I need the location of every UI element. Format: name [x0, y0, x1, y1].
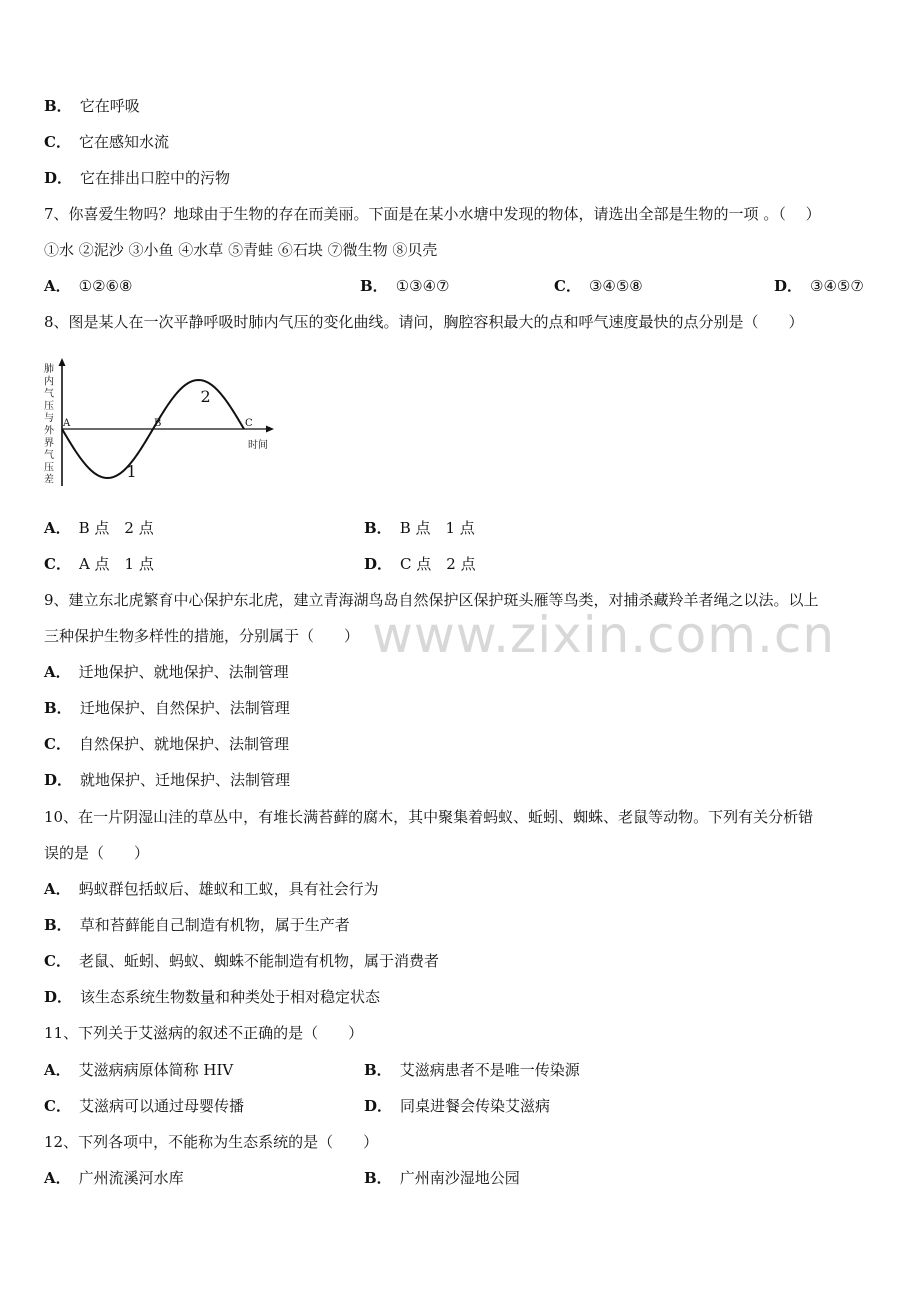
q12-option-b	[364, 1168, 520, 1188]
option-letter: A．	[44, 1169, 71, 1187]
option-text: 蚂蚁群包括蚁后、雄蚁和工蚁，具有社会行为	[78, 880, 379, 898]
x-axis-arrow	[266, 426, 274, 433]
q8-stem: 8、图是某人在一次平静呼吸时肺内气压的变化曲线。请问，胸腔容积最大的点和呼气速度最快的点分别是（ ）	[44, 313, 804, 331]
option-text: 广州南沙湿地公园	[399, 1169, 520, 1187]
q11-option-c	[44, 1096, 244, 1116]
option-text: ①②⑥⑧	[78, 277, 133, 295]
option-letter: D．	[44, 169, 73, 187]
q7-option-a	[44, 276, 132, 296]
q10-option-b	[44, 915, 350, 935]
y-axis-label-char: 内	[44, 376, 54, 388]
q9-option-c	[44, 734, 289, 754]
y-axis-label-char: 界	[44, 437, 54, 449]
option-letter: A．	[44, 277, 71, 295]
point-label-B: B	[154, 418, 162, 429]
option-letter: C．	[44, 952, 71, 970]
q10-stem-line2: 误的是（ ）	[44, 844, 150, 862]
q10-stem-line1: 10、在一片阴湿山洼的草丛中，有堆长满苔藓的腐木，其中聚集着蚂蚁、蚯蚓、蜘蛛、老鼠等动物。下列有关分析错	[44, 808, 814, 826]
option-letter: C．	[44, 555, 71, 573]
option-letter: B．	[364, 519, 392, 537]
q11-stem: 11、下列关于艾滋病的叙述不正确的是（ ）	[44, 1024, 364, 1042]
y-axis-label-char: 与	[44, 413, 54, 425]
option-text: 它在感知水流	[78, 133, 169, 151]
q10-option-c	[44, 951, 439, 971]
q6-option-d	[44, 168, 230, 188]
q6-option-b	[44, 96, 140, 116]
q8-option-a	[44, 518, 154, 538]
y-axis-arrow	[59, 358, 66, 366]
option-text: 就地保护、迁地保护、法制管理	[80, 771, 291, 789]
option-text: 该生态系统生物数量和种类处于相对稳定状态	[80, 988, 381, 1006]
option-letter: B．	[364, 1169, 392, 1187]
q11-option-d	[364, 1096, 550, 1116]
option-letter: D．	[774, 277, 803, 295]
option-text: B 点 2 点	[78, 519, 154, 537]
option-letter: B．	[364, 1061, 392, 1079]
q9-option-a	[44, 662, 289, 682]
y-axis-label-char: 差	[44, 474, 54, 486]
point-label-C: C	[245, 418, 253, 429]
option-letter: D．	[364, 1097, 393, 1115]
option-text: ③④⑤⑦	[810, 277, 864, 295]
option-letter: C．	[554, 277, 581, 295]
option-text: ①③④⑦	[395, 277, 450, 295]
q11-option-a	[44, 1060, 233, 1080]
option-letter: B．	[360, 277, 388, 295]
q7-option-c	[554, 276, 643, 296]
point-label-2: 2	[200, 387, 211, 406]
q7-option-d	[774, 276, 864, 296]
x-axis-label: 时间	[248, 440, 268, 451]
q8-option-d	[364, 554, 476, 574]
q10-option-d	[44, 987, 380, 1007]
q12-option-a	[44, 1168, 184, 1188]
option-letter: A．	[44, 519, 71, 537]
option-text: 草和苔藓能自己制造有机物，属于生产者	[79, 916, 350, 934]
q10-option-a	[44, 879, 379, 899]
option-text: 它在排出口腔中的污物	[80, 169, 231, 187]
watermark: www.zixin.com.cn	[372, 606, 836, 664]
option-letter: D．	[364, 555, 393, 573]
option-letter: A．	[44, 1061, 71, 1079]
option-text: 艾滋病病原体简称 HIV	[78, 1061, 234, 1079]
y-axis-label-char: 肺	[44, 364, 54, 375]
q8-option-b	[364, 518, 475, 538]
option-text: ③④⑤⑧	[588, 277, 643, 295]
option-text: 老鼠、蚯蚓、蚂蚁、蜘蛛不能制造有机物，属于消费者	[78, 952, 439, 970]
option-letter: B．	[44, 916, 72, 934]
option-letter: C．	[44, 133, 71, 151]
option-text: B 点 1 点	[399, 519, 475, 537]
q7-stem: 7、你喜爱生物吗？地球由于生物的存在而美丽。下面是在某小水塘中发现的物体，请选出全部是生物的一项 。（ ）	[44, 205, 821, 223]
q6-option-c	[44, 132, 169, 152]
q7-option-b	[360, 276, 449, 296]
option-letter: A．	[44, 880, 71, 898]
option-text: 自然保护、就地保护、法制管理	[78, 735, 289, 753]
q7-items: ①水 ②泥沙 ③小鱼 ④水草 ⑤青蛙 ⑥石块 ⑦微生物 ⑧贝壳	[44, 241, 438, 259]
q12-stem: 12、下列各项中，不能称为生态系统的是（ ）	[44, 1133, 379, 1151]
option-letter: C．	[44, 1097, 71, 1115]
option-letter: B．	[44, 97, 72, 115]
option-text: A 点 1 点	[78, 555, 154, 573]
option-text: 艾滋病患者不是唯一传染源	[399, 1061, 580, 1079]
option-letter: D．	[44, 988, 73, 1006]
y-axis-label-char: 气	[44, 388, 54, 400]
option-text: 它在呼吸	[79, 97, 140, 115]
point-label-A: A	[63, 418, 71, 429]
q9-option-d	[44, 770, 290, 790]
y-axis-label-char: 压	[44, 462, 54, 474]
option-letter: D．	[44, 771, 73, 789]
y-axis-label	[44, 362, 55, 486]
q9-stem-line2: 三种保护生物多样性的措施，分别属于（ ）	[44, 627, 360, 645]
option-text: 广州流溪河水库	[78, 1169, 184, 1187]
y-axis-label-char: 压	[44, 400, 54, 412]
q11-option-b	[364, 1060, 580, 1080]
pressure-curve-chart	[40, 356, 280, 496]
q9-stem-line1: 9、建立东北虎繁育中心保护东北虎，建立青海湖鸟岛自然保护区保护斑头雁等鸟类，对捕杀藏羚羊者绳之以法。以上	[44, 591, 819, 609]
option-text: 艾滋病可以通过母婴传播	[78, 1097, 244, 1115]
option-letter: C．	[44, 735, 71, 753]
option-text: 同桌进餐会传染艾滋病	[400, 1097, 551, 1115]
option-text: C 点 2 点	[400, 555, 476, 573]
option-letter: B．	[44, 699, 72, 717]
option-text: 迁地保护、自然保护、法制管理	[79, 699, 290, 717]
point-label-1: 1	[126, 462, 137, 481]
y-axis-label-char: 气	[44, 450, 54, 462]
option-text: 迁地保护、就地保护、法制管理	[78, 663, 289, 681]
q8-option-c	[44, 554, 154, 574]
q9-option-b	[44, 698, 290, 718]
option-letter: A．	[44, 663, 71, 681]
y-axis-label-char: 外	[44, 425, 54, 437]
